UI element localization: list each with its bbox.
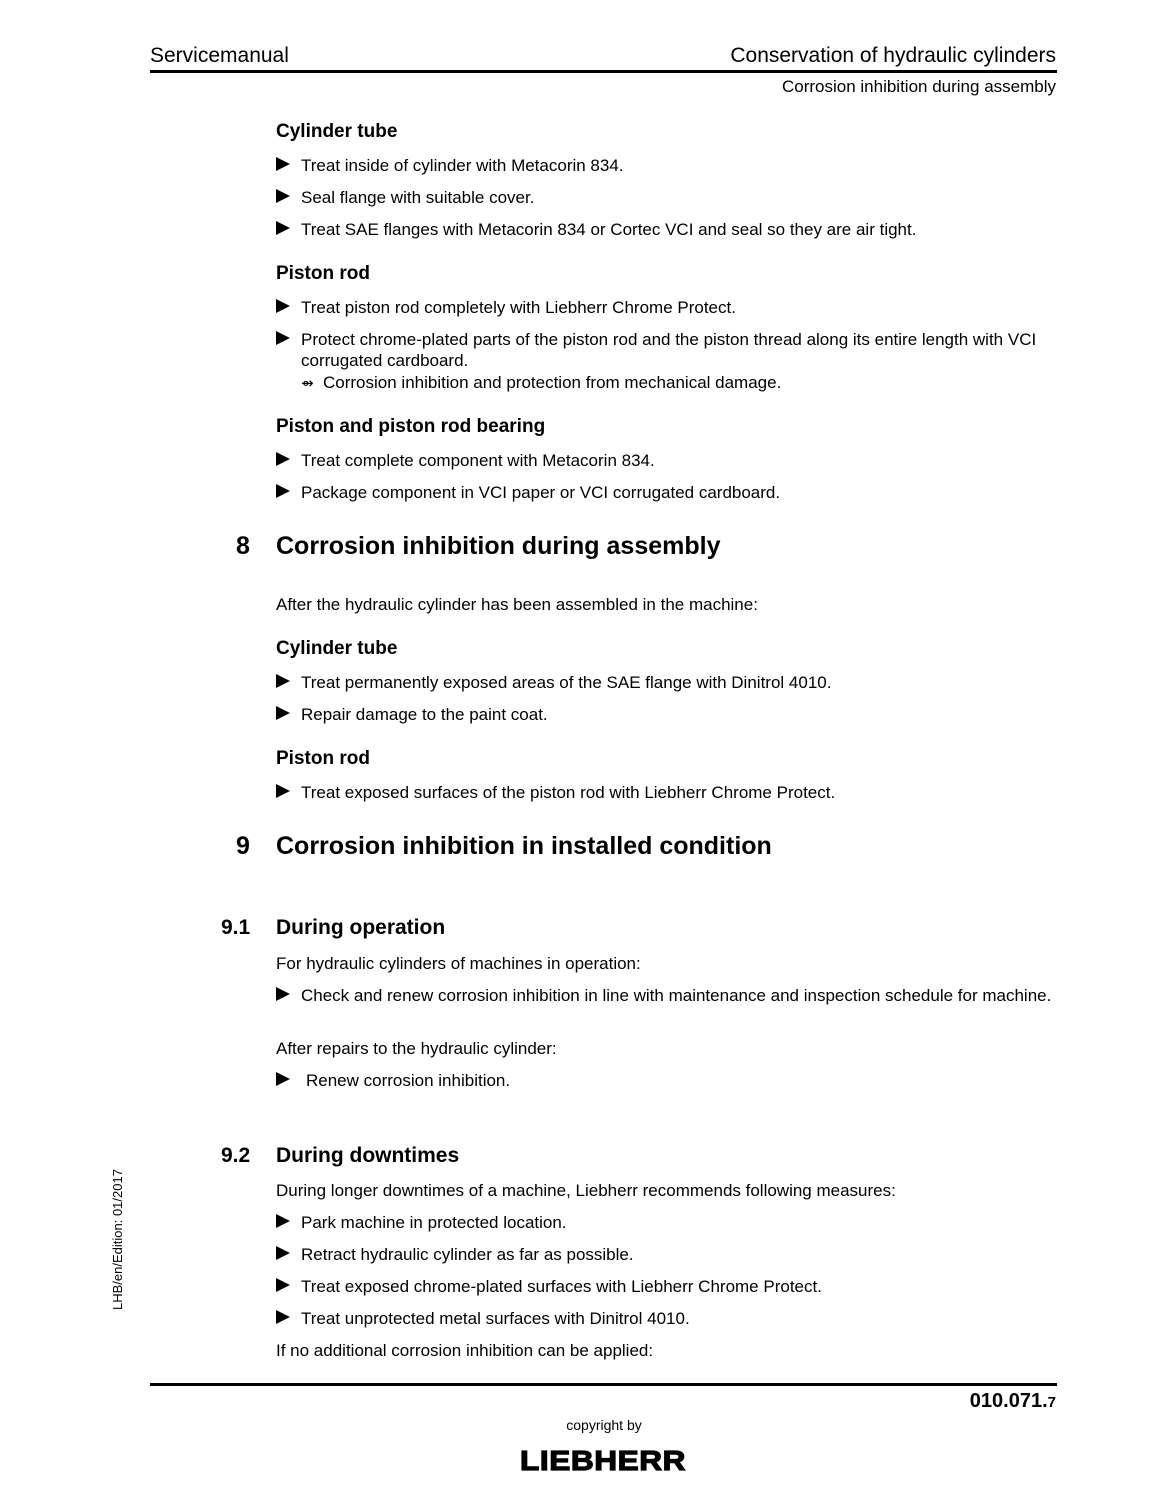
list-item: Treat unprotected metal surfaces with Dinitrol 4010. (276, 1308, 1056, 1329)
bullet-triangle-icon (276, 784, 290, 798)
section-number: 9 (236, 832, 250, 860)
result-note: ⇴ Corrosion inhibition and protection from mechanical damage. (301, 373, 782, 392)
section-number: 8 (236, 532, 250, 560)
subsection-number: 9.2 (221, 1144, 251, 1167)
section-intro: After the hydraulic cylinder has been assembled in the machine: (276, 595, 758, 614)
subsection-number: 9.1 (221, 916, 251, 939)
subsection-title: During operation (276, 916, 446, 939)
bullet-triangle-icon (276, 221, 290, 235)
liebherr-logo (518, 1446, 688, 1474)
bullet-triangle-icon (276, 1072, 290, 1086)
list-item: Seal flange with suitable cover. (276, 187, 1056, 208)
subsection-title: During downtimes (276, 1144, 460, 1167)
bullet-triangle-icon (276, 706, 290, 720)
copyright-label: copyright by (566, 1417, 642, 1433)
list-item: Park machine in protected location. (276, 1212, 1056, 1233)
list-item: Protect chrome-plated parts of the piston rod and the piston thread along its entire length with VCI corrugated cardboard. (276, 329, 1056, 371)
bullet-triangle-icon (276, 1214, 290, 1228)
subheading-piston-rod: Piston rod (276, 263, 370, 284)
bullet-triangle-icon (276, 1310, 290, 1324)
list-item: Treat complete component with Metacorin 834. (276, 450, 1056, 471)
subheading-piston-bearing: Piston and piston rod bearing (276, 416, 546, 437)
list-item: Check and renew corrosion inhibition in line with maintenance and inspection schedule for machine. (276, 985, 1056, 1006)
bullet-triangle-icon (276, 1246, 290, 1260)
section-subtitle: Corrosion inhibition during assembly (781, 77, 1056, 96)
bullet-triangle-icon (276, 452, 290, 466)
list-item: Package component in VCI paper or VCI corrugated cardboard. (276, 482, 1056, 503)
list-item: Treat piston rod completely with Liebherr Chrome Protect. (276, 297, 1056, 318)
section-title: Corrosion inhibition in installed condition (276, 832, 772, 860)
header-divider (150, 70, 1057, 73)
bullet-triangle-icon (276, 674, 290, 688)
result-arrow-icon: ⇴ (301, 375, 314, 392)
bullet-triangle-icon (276, 299, 290, 313)
bullet-triangle-icon (276, 484, 290, 498)
bullet-triangle-icon (276, 189, 290, 203)
subheading-piston-rod: Piston rod (276, 748, 370, 769)
footer-divider (150, 1383, 1057, 1386)
subsection-intro: During longer downtimes of a machine, Liebherr recommends following measures: (276, 1181, 896, 1200)
bullet-triangle-icon (276, 157, 290, 171)
list-item: Treat permanently exposed areas of the SAE flange with Dinitrol 4010. (276, 672, 1056, 693)
bullet-triangle-icon (276, 987, 290, 1001)
subheading-cylinder-tube: Cylinder tube (276, 638, 398, 659)
list-item: Treat inside of cylinder with Metacorin 834. (276, 155, 1056, 176)
subsection-outro: If no additional corrosion inhibition can be applied: (276, 1341, 654, 1360)
page-number: 010.071.7 (969, 1390, 1056, 1412)
subsection-intro: For hydraulic cylinders of machines in operation: (276, 954, 641, 973)
subheading-cylinder-tube: Cylinder tube (276, 121, 398, 142)
list-item: Renew corrosion inhibition. (276, 1070, 1056, 1091)
section-title: Corrosion inhibition during assembly (276, 532, 721, 560)
list-item: Treat SAE flanges with Metacorin 834 or Cortec VCI and seal so they are air tight. (276, 219, 1056, 240)
list-item: Repair damage to the paint coat. (276, 704, 1056, 725)
bullet-triangle-icon (276, 1278, 290, 1292)
list-item: Retract hydraulic cylinder as far as possible. (276, 1244, 1056, 1265)
edition-label: LHB/en/Edition: 01/2017 (110, 1169, 125, 1310)
list-item: Treat exposed surfaces of the piston rod with Liebherr Chrome Protect. (276, 782, 1056, 803)
list-item: Treat exposed chrome-plated surfaces with Liebherr Chrome Protect. (276, 1276, 1056, 1297)
bullet-triangle-icon (276, 331, 290, 345)
svg-text:LIEBHERR: LIEBHERR (520, 1446, 686, 1474)
subsection-note: After repairs to the hydraulic cylinder: (276, 1039, 557, 1058)
manual-title: Servicemanual (150, 44, 289, 67)
chapter-title: Conservation of hydraulic cylinders (730, 44, 1056, 67)
